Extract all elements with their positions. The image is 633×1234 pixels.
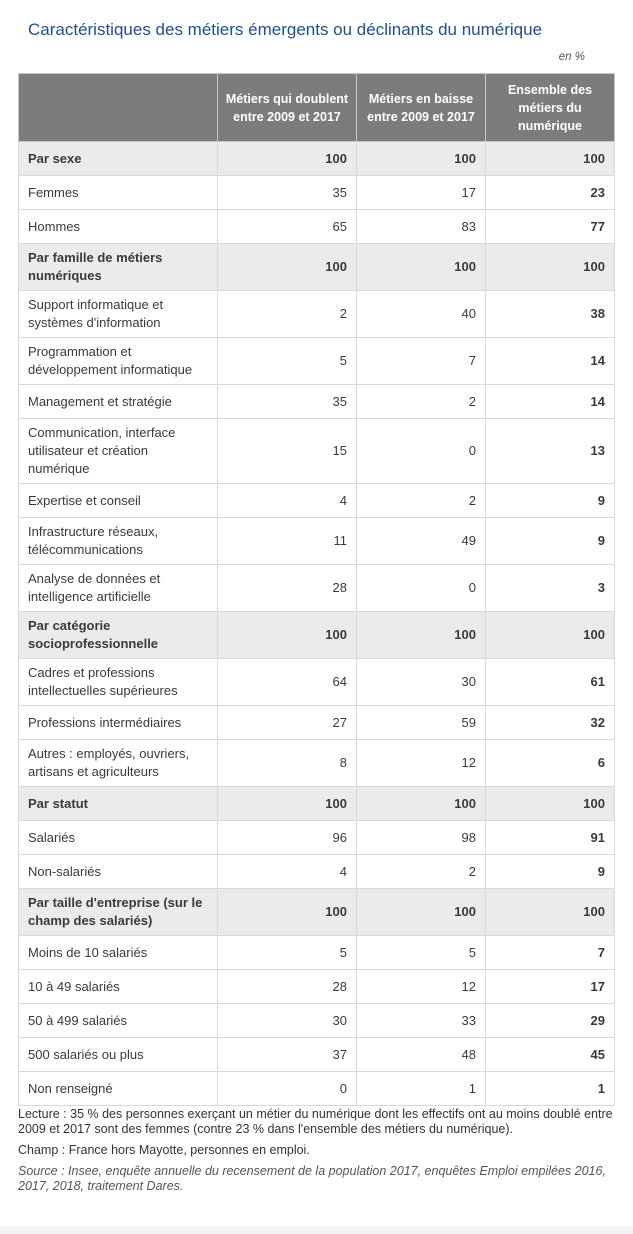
cell-value-total: 45 — [486, 1038, 615, 1072]
row-label: Non renseigné — [19, 1072, 218, 1106]
cell-value: 28 — [218, 565, 357, 612]
cell-value: 100 — [357, 142, 486, 176]
champ-note: Champ : France hors Mayotte, personnes en emploi. — [18, 1143, 310, 1157]
cell-value: 5 — [218, 936, 357, 970]
row-label: Par catégorie socioprofessionnelle — [19, 612, 218, 659]
cell-value-total: 23 — [486, 176, 615, 210]
cell-value: 48 — [357, 1038, 486, 1072]
row-label: 10 à 49 salariés — [19, 970, 218, 1004]
row-label: Support informatique et systèmes d'information — [19, 291, 218, 338]
table-row — [19, 565, 615, 612]
cell-value: 100 — [218, 787, 357, 821]
table-row — [19, 1038, 615, 1072]
row-label: Par taille d'entreprise (sur le champ des salariés) — [19, 889, 218, 936]
page-title: Caractéristiques des métiers émergents ou déclinants du numérique — [28, 20, 543, 39]
table-row — [19, 291, 615, 338]
cell-value-total: 14 — [486, 385, 615, 419]
row-label: Hommes — [19, 210, 218, 244]
cell-value: 37 — [218, 1038, 357, 1072]
cell-value: 33 — [357, 1004, 486, 1038]
cell-value: 49 — [357, 518, 486, 565]
cell-value: 11 — [218, 518, 357, 565]
table-row — [19, 740, 615, 787]
lecture-note: Lecture : 35 % des personnes exerçant un métier du numérique dont les effectifs ont au moins doublé entre 2009 et 2017 sont des femmes (contre 23 % dans l'ensemble des métiers du numérique). — [18, 1107, 613, 1136]
cell-value-total: 100 — [486, 244, 615, 291]
cell-value: 100 — [218, 612, 357, 659]
table-row — [19, 1004, 615, 1038]
row-label: Management et stratégie — [19, 385, 218, 419]
row-label: Par famille de métiers numériques — [19, 244, 218, 291]
unit-label: en % — [558, 51, 585, 63]
cell-value: 40 — [357, 291, 486, 338]
row-label: Salariés — [19, 821, 218, 855]
row-label: Professions intermédiaires — [19, 706, 218, 740]
cell-value-total: 14 — [486, 338, 615, 385]
cell-value-total: 3 — [486, 565, 615, 612]
row-label: Autres : employés, ouvriers, artisans et agriculteurs — [19, 740, 218, 787]
cell-value-total: 9 — [486, 518, 615, 565]
cell-value: 2 — [357, 385, 486, 419]
row-label: Par statut — [19, 787, 218, 821]
section-row — [19, 244, 615, 291]
row-label: 500 salariés ou plus — [19, 1038, 218, 1072]
cell-value: 100 — [218, 244, 357, 291]
cell-value: 4 — [218, 484, 357, 518]
row-label: Par sexe — [19, 142, 218, 176]
cell-value: 100 — [357, 889, 486, 936]
table-row — [19, 1072, 615, 1106]
row-label: Programmation et développement informatique — [19, 338, 218, 385]
cell-value-total: 32 — [486, 706, 615, 740]
cell-value: 5 — [218, 338, 357, 385]
cell-value: 35 — [218, 176, 357, 210]
row-label: Femmes — [19, 176, 218, 210]
cell-value-total: 9 — [486, 484, 615, 518]
table-row — [19, 385, 615, 419]
cell-value-total: 17 — [486, 970, 615, 1004]
section-row — [19, 612, 615, 659]
cell-value: 12 — [357, 970, 486, 1004]
cell-value-total: 100 — [486, 142, 615, 176]
table-row — [19, 518, 615, 565]
cell-value: 2 — [357, 484, 486, 518]
table-notes — [18, 1107, 614, 1194]
cell-value: 59 — [357, 706, 486, 740]
cell-value: 27 — [218, 706, 357, 740]
cell-value: 4 — [218, 855, 357, 889]
cell-value: 7 — [357, 338, 486, 385]
cell-value-total: 6 — [486, 740, 615, 787]
cell-value: 64 — [218, 659, 357, 706]
cell-value: 100 — [357, 244, 486, 291]
cell-value: 1 — [357, 1072, 486, 1106]
row-label: Moins de 10 salariés — [19, 936, 218, 970]
cell-value-total: 7 — [486, 936, 615, 970]
cell-value: 30 — [357, 659, 486, 706]
cell-value-total: 1 — [486, 1072, 615, 1106]
table-row — [19, 419, 615, 484]
table-row — [19, 176, 615, 210]
cell-value: 15 — [218, 419, 357, 484]
row-label: Infrastructure réseaux, télécommunications — [19, 518, 218, 565]
row-label: Expertise et conseil — [19, 484, 218, 518]
cell-value: 100 — [357, 612, 486, 659]
cell-value-total: 13 — [486, 419, 615, 484]
cell-value-total: 9 — [486, 855, 615, 889]
table-row — [19, 484, 615, 518]
cell-value: 28 — [218, 970, 357, 1004]
section-row — [19, 787, 615, 821]
cell-value: 100 — [357, 787, 486, 821]
table-row — [19, 338, 615, 385]
column-header-label — [19, 74, 218, 142]
cell-value: 0 — [357, 419, 486, 484]
cell-value-total: 100 — [486, 889, 615, 936]
cell-value: 35 — [218, 385, 357, 419]
column-header-baisse: Métiers en baisse entre 2009 et 2017 — [357, 74, 486, 142]
cell-value-total: 38 — [486, 291, 615, 338]
cell-value: 98 — [357, 821, 486, 855]
cell-value: 2 — [357, 855, 486, 889]
cell-value-total: 77 — [486, 210, 615, 244]
row-label: Analyse de données et intelligence artificielle — [19, 565, 218, 612]
table-row — [19, 659, 615, 706]
cell-value: 100 — [218, 889, 357, 936]
cell-value-total: 61 — [486, 659, 615, 706]
row-label: Cadres et professions intellectuelles supérieures — [19, 659, 218, 706]
source-note: Source : Insee, enquête annuelle du recensement de la population 2017, enquêtes Emploi empilées 2016, 2017, 2018, traitement Dares. — [18, 1164, 606, 1193]
row-label: 50 à 499 salariés — [19, 1004, 218, 1038]
cell-value: 30 — [218, 1004, 357, 1038]
table-row — [19, 855, 615, 889]
cell-value: 12 — [357, 740, 486, 787]
cell-value: 0 — [218, 1072, 357, 1106]
cell-value: 17 — [357, 176, 486, 210]
table-row — [19, 706, 615, 740]
cell-value-total: 29 — [486, 1004, 615, 1038]
cell-value: 8 — [218, 740, 357, 787]
cell-value: 2 — [218, 291, 357, 338]
table-row — [19, 970, 615, 1004]
cell-value: 96 — [218, 821, 357, 855]
row-label: Non-salariés — [19, 855, 218, 889]
header-row — [19, 74, 615, 142]
cell-value: 100 — [218, 142, 357, 176]
cell-value-total: 91 — [486, 821, 615, 855]
cell-value-total: 100 — [486, 787, 615, 821]
section-row — [19, 889, 615, 936]
table-row — [19, 821, 615, 855]
section-row — [19, 142, 615, 176]
cell-value: 83 — [357, 210, 486, 244]
cell-value: 65 — [218, 210, 357, 244]
table-row — [19, 210, 615, 244]
column-header-doublent: Métiers qui doublent entre 2009 et 2017 — [218, 74, 357, 142]
table-row — [19, 936, 615, 970]
cell-value-total: 100 — [486, 612, 615, 659]
cell-value: 0 — [357, 565, 486, 612]
cell-value: 5 — [357, 936, 486, 970]
row-label: Communication, interface utilisateur et création numérique — [19, 419, 218, 484]
column-header-ensemble: Ensemble des métiers du numérique — [486, 74, 615, 142]
data-table — [18, 73, 615, 1106]
